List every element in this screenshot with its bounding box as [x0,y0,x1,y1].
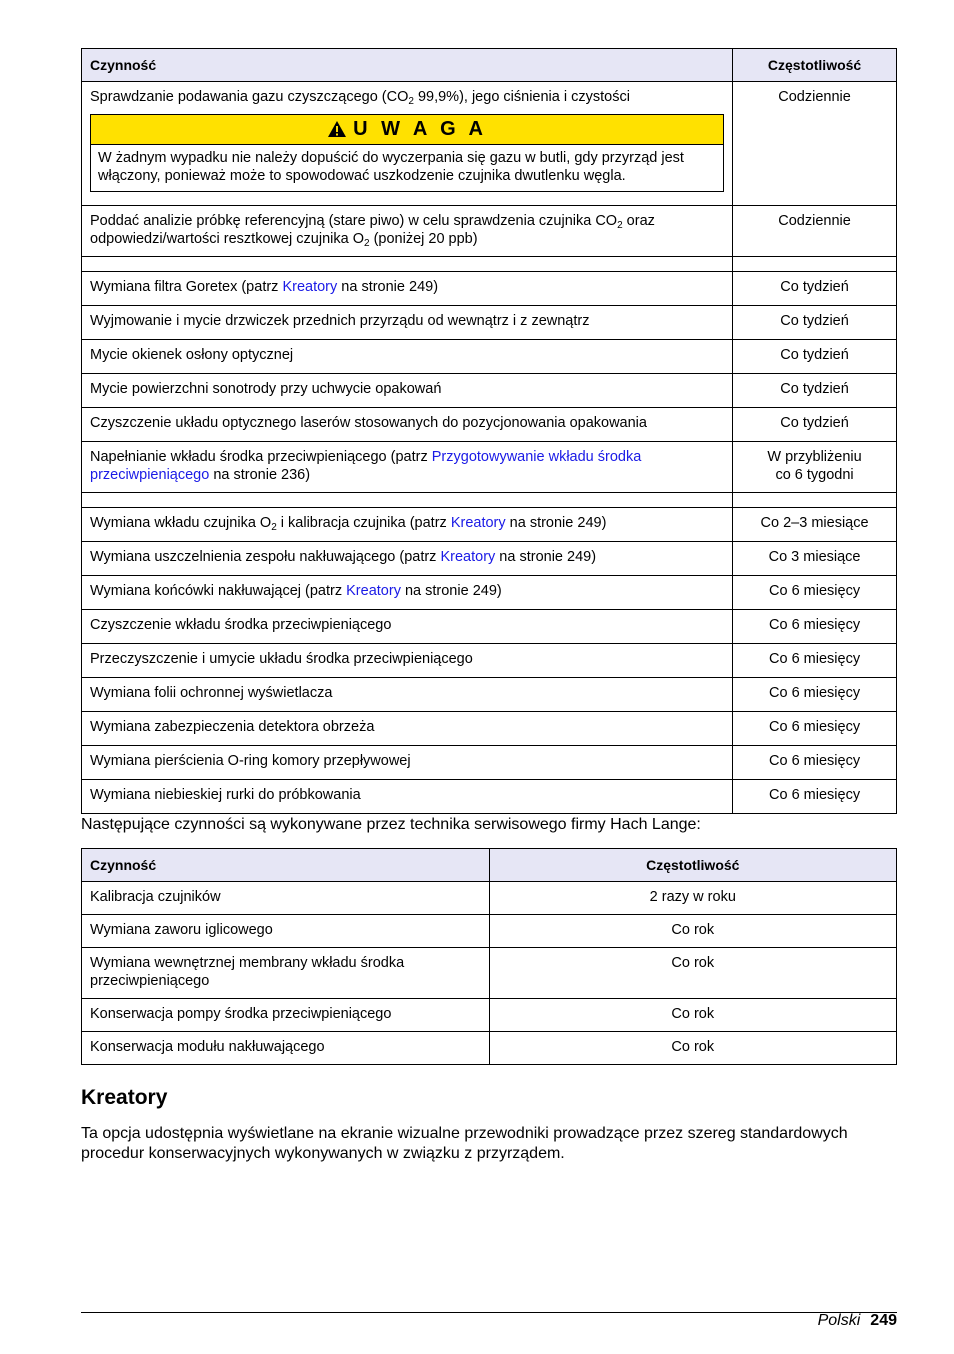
frequency-cell: Co rok [489,948,896,999]
column-header-frequency: Częstotliwość [733,49,897,82]
table-row [82,882,897,915]
table-row [82,272,897,306]
activity-cell: Mycie powierzchni sonotrody przy uchwycie opakowań [82,374,733,408]
activity-cell: Wymiana pierścienia O-ring komory przepływowej [82,746,733,780]
frequency-cell: Codziennie [733,82,897,206]
activity-cell: Wymiana folii ochronnej wyświetlacza [82,678,733,712]
activity-cell: Wyjmowanie i mycie drzwiczek przednich przyrządu od wewnątrz i z zewnątrz [82,306,733,340]
activity-cell: Kalibracja czujników [82,882,490,915]
table-spacer-row [82,493,897,508]
activity-cell: Poddać analizie próbkę referencyjną (stare piwo) w celu sprawdzenia czujnika $CO_2$ oraz odpowiedzi/wartości resztkowej czujnika $O_2$ (poniżej 20 ppb) [82,206,733,257]
frequency-cell: Co 6 miesięcy [733,576,897,610]
frequency-cell: Co 3 miesiące [733,542,897,576]
kreatory-link[interactable]: Kreatory [282,279,338,295]
warning-triangle-icon [327,120,347,138]
kreatory-link[interactable]: Kreatory [450,515,506,531]
service-intro-text: Następujące czynności są wykonywane przez technika serwisowego firmy Hach Lange: [81,816,701,833]
table-row [82,746,897,780]
activity-cell: Wymiana zabezpieczenia detektora obrzeża [82,712,733,746]
antifoam-preparation-link[interactable]: Przygotowywanie wkładu środka przeciwpieniącego [90,449,642,483]
page-footer [818,1312,897,1330]
activity-cell: Wymiana końcówki nakłuwającej (patrz Kreatory na stronie 249) [82,576,733,610]
frequency-cell: Co rok [489,1032,896,1065]
warning-header [91,115,723,145]
frequency-cell: Co rok [489,999,896,1032]
column-header-activity: Czynność [82,49,733,82]
frequency-cell: Co tydzień [733,408,897,442]
table-row [82,948,897,999]
frequency-cell: Co 6 miesięcy [733,610,897,644]
frequency-cell: Codziennie [733,206,897,257]
frequency-cell: Co 6 miesięcy [733,780,897,814]
table-row [82,678,897,712]
table-row [82,780,897,814]
frequency-cell: Co 2–3 miesiące [733,508,897,542]
frequency-cell: Co 6 miesięcy [733,644,897,678]
table-row [82,576,897,610]
kreatory-link[interactable]: Kreatory [346,583,401,599]
footer-language: Polski [817,1312,861,1329]
activity-cell: Konserwacja pompy środka przeciwpieniącego [82,999,490,1032]
kreatory-link[interactable]: Kreatory [440,549,496,565]
table-row [82,610,897,644]
page-number: 249 [870,1312,897,1329]
frequency-cell: Co rok [489,915,896,948]
table-row [82,82,897,206]
activity-cell: Wymiana uszczelnienia zespołu nakłuwającego (patrz Kreatory na stronie 249) [82,542,733,576]
activity-cell: Wymiana zaworu iglicowego [82,915,490,948]
section-body: Ta opcja udostępnia wyświetlane na ekranie wizualne przewodniki prowadzące przez szereg standardowych procedur konserwacyjnych wykonywanych w związku z przyrządem. [81,1125,848,1162]
frequency-cell: Co 6 miesięcy [733,746,897,780]
activity-cell: Czyszczenie wkładu środka przeciwpieniącego [82,610,733,644]
frequency-cell: 2 razy w roku [489,882,896,915]
warning-text: W żadnym wypadku nie należy dopuścić do wyczerpania się gazu w butli, gdy przyrząd jest włączony, ponieważ może to spowodować uszkodzenie czujnika dwutlenku węgla. [98,150,684,184]
frequency-cell: Co tydzień [733,306,897,340]
table-row [82,374,897,408]
frequency-cell: Co 6 miesięcy [733,678,897,712]
frequency-cell: Co 6 miesięcy [733,712,897,746]
table-row [82,915,897,948]
activity-cell: Wymiana niebieskiej rurki do próbkowania [82,780,733,814]
activity-cell: Przeczyszczenie i umycie układu środka przeciwpieniącego [82,644,733,678]
table-spacer-row [82,257,897,272]
column-header-activity: Czynność [82,849,490,882]
warning-box [90,114,724,192]
activity-cell: Mycie okienek osłony optycznej [82,340,733,374]
table-row [82,408,897,442]
table-row [82,508,897,542]
frequency-cell: W przybliżeniu co 6 tygodni [733,442,897,493]
table-header [82,849,897,882]
activity-cell: Konserwacja modułu nakłuwającego [82,1032,490,1065]
frequency-cell: Co tydzień [733,272,897,306]
activity-cell: Wymiana wewnętrznej membrany wkładu środka przeciwpieniącego [82,948,490,999]
activity-cell: Napełnianie wkładu środka przeciwpieniącego (patrz Przygotowywanie wkładu środka przeciwpieniącego na stronie 236) [82,442,733,493]
table-row [82,206,897,257]
activity-cell: Wymiana filtra Goretex (patrz Kreatory na stronie 249) [82,272,733,306]
frequency-cell: Co tydzień [733,340,897,374]
activity-cell: Czyszczenie układu optycznego laserów stosowanych do pozycjonowania opakowania [82,408,733,442]
column-header-frequency: Częstotliwość [489,849,896,882]
activity-cell: Sprawdzanie podawania gazu czyszczącego ($CO_2$ 99,9%), jego ciśnienia i czystości U W A G A W żadnym wypadku nie należy dopuścić do wyczerpania się gazu w butli, gdy przyrząd jest włączony, ponieważ może to spowodować uszkodzenie czujnika dwutlenku węgla. [82,82,733,206]
table-row [82,542,897,576]
service-table [81,848,897,1065]
warning-title: U W A G A [353,118,487,140]
activity-cell: Wymiana wkładu czujnika $O_2$ i kalibracja czujnika (patrz Kreatory na stronie 249) [82,508,733,542]
table-row [82,712,897,746]
table-row [82,1032,897,1065]
footer-divider [81,1312,897,1313]
table-row [82,442,897,493]
maintenance-table [81,48,897,814]
section-title: Kreatory [81,1086,168,1109]
table-row [82,306,897,340]
table-row [82,644,897,678]
table-header [82,49,897,82]
frequency-cell: Co tydzień [733,374,897,408]
table-row [82,999,897,1032]
table-row [82,340,897,374]
